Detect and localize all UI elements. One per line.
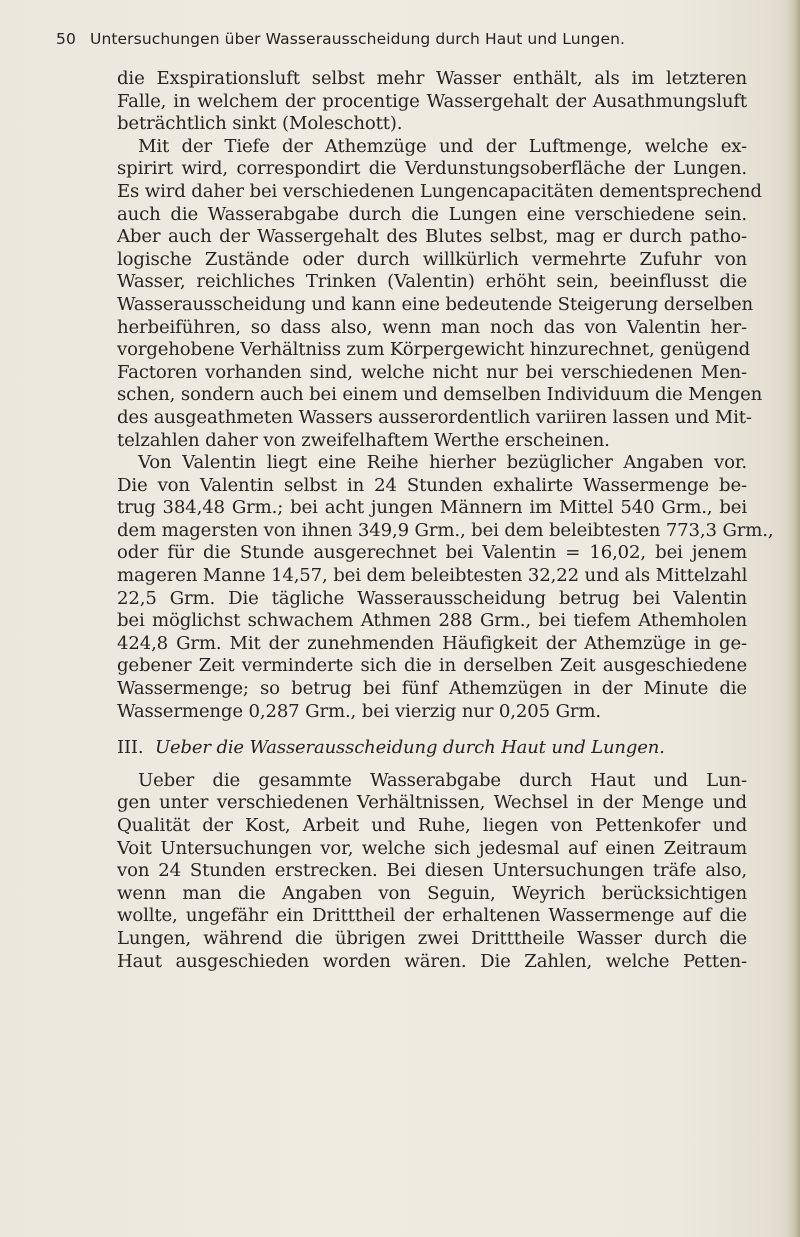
text-line: wollte, ungefähr ein Dritttheil der erhaltenen Wassermenge auf die xyxy=(117,905,747,927)
page-header xyxy=(56,30,736,52)
text-line: wenn man die Angaben von Seguin, Weyrich berücksichtigen xyxy=(117,882,747,904)
text-line: 424,8 Grm. Mit der zunehmenden Häufigkeit der Athemzüge in ge- xyxy=(117,632,747,654)
page-edge-shadow xyxy=(786,0,800,1237)
text-line: logische Zustände oder durch willkürlich vermehrte Zufuhr von xyxy=(117,248,747,270)
text-line: gebener Zeit verminderte sich die in derselben Zeit ausgeschiedene xyxy=(117,655,747,677)
text-line: auch die Wasserabgabe durch die Lungen eine verschiedene sein. xyxy=(117,203,747,225)
text-line: Falle, in welchem der procentige Wassergehalt der Ausathmungsluft xyxy=(117,90,747,112)
section-number: III. xyxy=(117,737,144,759)
text-line: trug 384,48 Grm.; bei acht jungen Männern im Mittel 540 Grm., bei xyxy=(117,497,747,519)
section-heading xyxy=(117,737,747,760)
text-line: Haut ausgeschieden worden wären. Die Zahlen, welche Petten- xyxy=(117,950,747,972)
text-line: oder für die Stunde ausgerechnet bei Valentin = 16,02, bei jenem xyxy=(117,542,747,564)
text-line: telzahlen daher von zweifelhaftem Werthe erscheinen. xyxy=(117,429,610,451)
text-line: schen, sondern auch bei einem und demselben Individuum die Mengen xyxy=(117,384,763,406)
text-line: die Exspirationsluft selbst mehr Wasser enthält, als im letzteren xyxy=(117,68,747,89)
page-number: 50 xyxy=(56,30,76,48)
text-line: 22,5 Grm. Die tägliche Wasserausscheidung betrug bei Valentin xyxy=(117,587,747,609)
paragraph-4 xyxy=(117,770,747,973)
paragraph-1 xyxy=(117,68,747,136)
text-line: dem magersten von ihnen 349,9 Grm., bei dem beleibtesten 773,3 Grm., xyxy=(117,519,774,541)
text-line: bei möglichst schwachem Athmen 288 Grm., bei tiefem Athemholen xyxy=(117,610,747,632)
text-line: Es wird daher bei verschiedenen Lungencapacitäten dementsprechend xyxy=(117,180,762,202)
paragraph-3 xyxy=(117,452,774,723)
text-line: gen unter verschiedenen Verhältnissen, Wechsel in der Menge und xyxy=(117,792,747,814)
body-text xyxy=(117,68,774,973)
text-line: Von Valentin liegt eine Reihe hierher bezüglicher Angaben vor. xyxy=(138,452,747,474)
text-line: von 24 Stunden erstrecken. Bei diesen Untersuchungen träfe also, xyxy=(117,860,747,882)
text-line: Factoren vorhanden sind, welche nicht nur bei verschiedenen Men- xyxy=(117,361,747,383)
text-line: beträchtlich sinkt (Moleschott). xyxy=(117,113,403,135)
text-line: Ueber die gesammte Wasserabgabe durch Haut und Lun- xyxy=(138,769,747,791)
section-title: Ueber die Wasserausscheidung durch Haut und Lungen. xyxy=(155,737,665,759)
text-line: spirirt wird, correspondirt die Verdunstungsoberfläche der Lungen. xyxy=(117,158,747,180)
text-line: Lungen, während die übrigen zwei Dritttheile Wasser durch die xyxy=(117,927,747,949)
text-line: vorgehobene Verhältniss zum Körpergewicht hinzurechnet, genügend xyxy=(117,339,751,361)
text-line: Aber auch der Wassergehalt des Blutes selbst, mag er durch patho- xyxy=(117,226,747,248)
running-title: Untersuchungen über Wasserausscheidung durch Haut und Lungen. xyxy=(90,30,626,48)
text-line: Voit Untersuchungen vor, welche sich jedesmal auf einen Zeitraum xyxy=(117,837,747,859)
text-line: mageren Manne 14,57, bei dem beleibtesten 32,22 und als Mittelzahl xyxy=(117,565,748,587)
text-line: des ausgeathmeten Wassers ausserordentlich variiren lassen und Mit- xyxy=(117,406,752,428)
text-line: Die von Valentin selbst in 24 Stunden exhalirte Wassermenge be- xyxy=(117,474,747,496)
text-line: Mit der Tiefe der Athemzüge und der Luftmenge, welche ex- xyxy=(138,135,747,157)
paragraph-2 xyxy=(117,135,763,452)
text-line: Qualität der Kost, Arbeit und Ruhe, liegen von Pettenkofer und xyxy=(117,815,747,836)
text-line: Wassermenge 0,287 Grm., bei vierzig nur 0,205 Grm. xyxy=(117,700,601,722)
text-line: herbeiführen, so dass also, wenn man noch das von Valentin her- xyxy=(117,316,747,338)
text-line: Wasser, reichliches Trinken (Valentin) erhöht sein, beeinflusst die xyxy=(117,271,747,293)
text-line: Wassermenge; so betrug bei fünf Athemzügen in der Minute die xyxy=(117,678,747,700)
text-line: Wasserausscheidung und kann eine bedeutende Steigerung derselben xyxy=(117,293,754,315)
